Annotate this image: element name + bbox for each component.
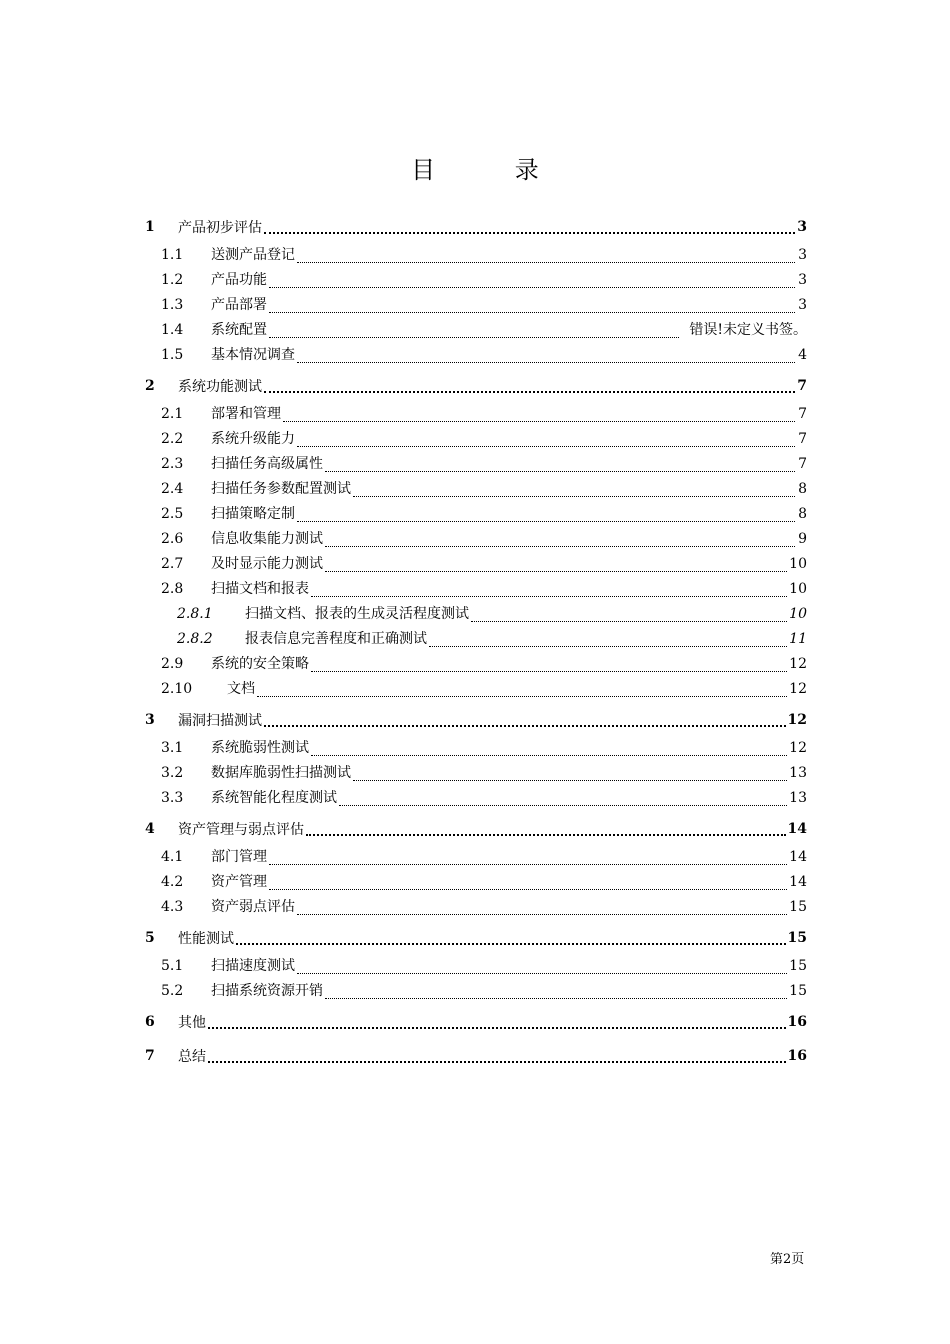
toc-entry-number: 2.8	[161, 581, 184, 597]
toc-entry[interactable]	[145, 678, 807, 703]
toc-entry-label: 部门管理	[211, 849, 267, 865]
toc-entry-page: 3	[798, 247, 807, 263]
toc-entry-number: 2.1	[161, 406, 184, 422]
toc-entry-page: 9	[798, 531, 807, 547]
toc-entry-page: 13	[789, 790, 807, 806]
toc-entry[interactable]	[145, 503, 807, 528]
toc-entry-number: 1.2	[161, 272, 184, 288]
toc-leader-dots	[325, 998, 787, 999]
toc-leader-dots	[236, 943, 786, 945]
toc-leader-dots	[297, 973, 787, 974]
toc-entry-label: 扫描文档和报表	[211, 581, 309, 597]
toc-entry-number: 4.2	[161, 874, 184, 890]
toc-entry-label: 系统升级能力	[211, 431, 295, 447]
toc-entry[interactable]	[145, 980, 807, 1005]
toc-entry[interactable]	[145, 210, 807, 244]
toc-entry[interactable]	[145, 955, 807, 980]
toc-entry-number: 2.2	[161, 431, 184, 447]
toc-entry-page: 7	[798, 456, 807, 472]
toc-entry[interactable]	[145, 1039, 807, 1073]
toc-entry-label: 基本情况调查	[211, 347, 295, 363]
toc-leader-dots	[264, 391, 795, 393]
toc-leader-dots	[269, 889, 787, 890]
toc-entry-page: 8	[798, 506, 807, 522]
toc-leader-dots	[339, 805, 787, 806]
toc-entry-label: 产品初步评估	[178, 220, 262, 236]
toc-entry[interactable]	[145, 453, 807, 478]
toc-entry-number: 2	[145, 378, 155, 394]
toc-entry-page: 4	[798, 347, 807, 363]
toc-leader-dots	[297, 914, 787, 915]
toc-entry[interactable]	[145, 1005, 807, 1039]
toc-entry-number: 1	[145, 219, 155, 235]
toc-entry-label: 扫描系统资源开销	[211, 983, 323, 999]
toc-entry-label: 扫描策略定制	[211, 506, 295, 522]
toc-entry-number: 2.3	[161, 456, 184, 472]
toc-entry-number: 2.9	[161, 656, 184, 672]
toc-entry-page: 13	[789, 765, 807, 781]
toc-entry[interactable]	[145, 653, 807, 678]
toc-entry-label: 报表信息完善程度和正确测试	[245, 631, 427, 647]
toc-leader-dots	[429, 646, 787, 647]
toc-entry[interactable]	[145, 846, 807, 871]
toc-entry-label: 资产管理	[211, 874, 267, 890]
toc-entry[interactable]	[145, 344, 807, 369]
toc-entry-label: 扫描任务参数配置测试	[211, 481, 351, 497]
toc-entry-page: 3	[797, 219, 807, 235]
toc-leader-dots	[325, 546, 795, 547]
toc-entry[interactable]	[145, 294, 807, 319]
toc-entry[interactable]	[145, 871, 807, 896]
toc-entry-label: 资产管理与弱点评估	[178, 822, 304, 838]
toc-entry-number: 4.1	[161, 849, 184, 865]
toc-entry-label: 系统智能化程度测试	[211, 790, 337, 806]
toc-entry-label: 漏洞扫描测试	[178, 713, 262, 729]
toc-leader-dots	[297, 362, 795, 363]
toc-entry-label: 及时显示能力测试	[211, 556, 323, 572]
toc-entry-label: 文档	[227, 681, 255, 697]
toc-entry[interactable]	[145, 762, 807, 787]
toc-leader-dots	[471, 621, 787, 622]
toc-entry[interactable]	[145, 528, 807, 553]
toc-entry[interactable]	[145, 369, 807, 403]
toc-entry-label: 性能测试	[178, 931, 234, 947]
toc-leader-dots	[353, 780, 787, 781]
toc-entry-label: 资产弱点评估	[211, 899, 295, 915]
toc-entry-page: 14	[787, 821, 807, 837]
toc-entry-label: 系统功能测试	[178, 379, 262, 395]
toc-entry-number: 3	[145, 712, 155, 728]
toc-entry-number: 3.2	[161, 765, 184, 781]
toc-entry-number: 2.5	[161, 506, 184, 522]
toc-entry-number: 4.3	[161, 899, 184, 915]
toc-entry-page: 8	[798, 481, 807, 497]
toc-entry[interactable]	[145, 787, 807, 812]
toc-entry-page: 10	[789, 556, 807, 572]
toc-entry-page: 11	[789, 631, 807, 647]
toc-entry-page: 16	[787, 1014, 807, 1030]
toc-entry-page: 7	[798, 431, 807, 447]
toc-entry-number: 4	[145, 821, 155, 837]
toc-entry[interactable]	[145, 578, 807, 603]
toc-entry-label: 扫描任务高级属性	[211, 456, 323, 472]
toc-entry-label: 系统脆弱性测试	[211, 740, 309, 756]
toc-entry-label: 扫描速度测试	[211, 958, 295, 974]
toc-leader-dots	[297, 521, 795, 522]
toc-entry-page: 12	[789, 656, 807, 672]
toc-entry-number: 1.1	[161, 247, 184, 263]
toc-leader-dots	[264, 232, 795, 234]
toc-entry[interactable]	[145, 553, 807, 578]
toc-entry[interactable]	[145, 812, 807, 846]
toc-entry-page: 15	[787, 930, 807, 946]
toc-leader-dots	[325, 571, 787, 572]
toc-leader-dots	[208, 1027, 786, 1029]
toc-entry-number: 2.8.1	[177, 606, 213, 622]
toc-entry-page: 15	[789, 983, 807, 999]
toc-entry[interactable]	[145, 428, 807, 453]
toc-entry-label: 信息收集能力测试	[211, 531, 323, 547]
toc-leader-dots	[283, 421, 795, 422]
toc-entry[interactable]	[145, 703, 807, 737]
toc-entry-label: 部署和管理	[211, 406, 281, 422]
toc-entry-page: 14	[789, 874, 807, 890]
toc-entry-page: 错误!未定义书签。	[689, 322, 807, 338]
table-of-contents	[145, 210, 807, 1073]
toc-entry-page: 12	[789, 681, 807, 697]
toc-leader-dots	[311, 671, 787, 672]
toc-entry-page: 10	[789, 606, 807, 622]
toc-entry-number: 1.5	[161, 347, 184, 363]
toc-entry-number: 1.4	[161, 322, 184, 338]
toc-entry-number: 2.4	[161, 481, 184, 497]
toc-entry-label: 总结	[178, 1049, 206, 1065]
toc-entry-label: 产品部署	[211, 297, 267, 313]
toc-entry-page: 12	[789, 740, 807, 756]
toc-entry-number: 2.8.2	[177, 631, 213, 647]
toc-entry-number: 2.6	[161, 531, 184, 547]
toc-leader-dots	[325, 471, 795, 472]
toc-leader-dots	[297, 262, 795, 263]
toc-entry[interactable]	[145, 628, 807, 653]
toc-entry-label: 系统的安全策略	[211, 656, 309, 672]
toc-entry-page: 3	[798, 272, 807, 288]
toc-leader-dots	[269, 337, 679, 338]
toc-leader-dots	[353, 496, 795, 497]
toc-entry[interactable]	[145, 921, 807, 955]
toc-entry[interactable]	[145, 896, 807, 921]
toc-entry[interactable]	[145, 403, 807, 428]
toc-entry[interactable]	[145, 269, 807, 294]
page-title: 目 录	[411, 156, 575, 184]
toc-entry[interactable]	[145, 244, 807, 269]
toc-entry-page: 14	[789, 849, 807, 865]
toc-entry-number: 2.10	[161, 681, 193, 697]
toc-entry-page: 12	[787, 712, 807, 728]
toc-entry-number: 5.2	[161, 983, 184, 999]
toc-entry-label: 系统配置	[211, 322, 267, 338]
toc-leader-dots	[264, 725, 786, 727]
toc-entry-page: 10	[789, 581, 807, 597]
toc-entry-number: 5	[145, 930, 155, 946]
toc-entry[interactable]	[145, 319, 807, 344]
toc-entry-label: 送测产品登记	[211, 247, 295, 263]
toc-entry-number: 3.1	[161, 740, 184, 756]
toc-entry-page: 7	[797, 378, 807, 394]
toc-entry-number: 2.7	[161, 556, 184, 572]
toc-leader-dots	[257, 696, 787, 697]
toc-entry-label: 产品功能	[211, 272, 267, 288]
toc-entry-page: 7	[798, 406, 807, 422]
toc-entry-number: 1.3	[161, 297, 184, 313]
toc-entry-number: 3.3	[161, 790, 184, 806]
toc-leader-dots	[269, 864, 787, 865]
toc-entry-label: 其他	[178, 1015, 206, 1031]
toc-entry-label: 数据库脆弱性扫描测试	[211, 765, 351, 781]
toc-entry-number: 5.1	[161, 958, 184, 974]
toc-leader-dots	[269, 312, 795, 313]
toc-entry-page: 15	[789, 958, 807, 974]
toc-entry[interactable]	[145, 478, 807, 503]
toc-leader-dots	[269, 287, 795, 288]
toc-leader-dots	[208, 1061, 786, 1063]
toc-leader-dots	[297, 446, 795, 447]
toc-leader-dots	[311, 596, 787, 597]
toc-entry-number: 6	[145, 1014, 155, 1030]
toc-entry-label: 扫描文档、报表的生成灵活程度测试	[245, 606, 469, 622]
toc-entry-page: 3	[798, 297, 807, 313]
page-number: 第2页	[770, 1252, 805, 1267]
toc-entry-page: 16	[787, 1048, 807, 1064]
toc-leader-dots	[306, 834, 786, 836]
toc-entry[interactable]	[145, 737, 807, 762]
toc-entry[interactable]	[145, 603, 807, 628]
toc-entry-number: 7	[145, 1048, 155, 1064]
toc-entry-page: 15	[789, 899, 807, 915]
toc-leader-dots	[311, 755, 787, 756]
